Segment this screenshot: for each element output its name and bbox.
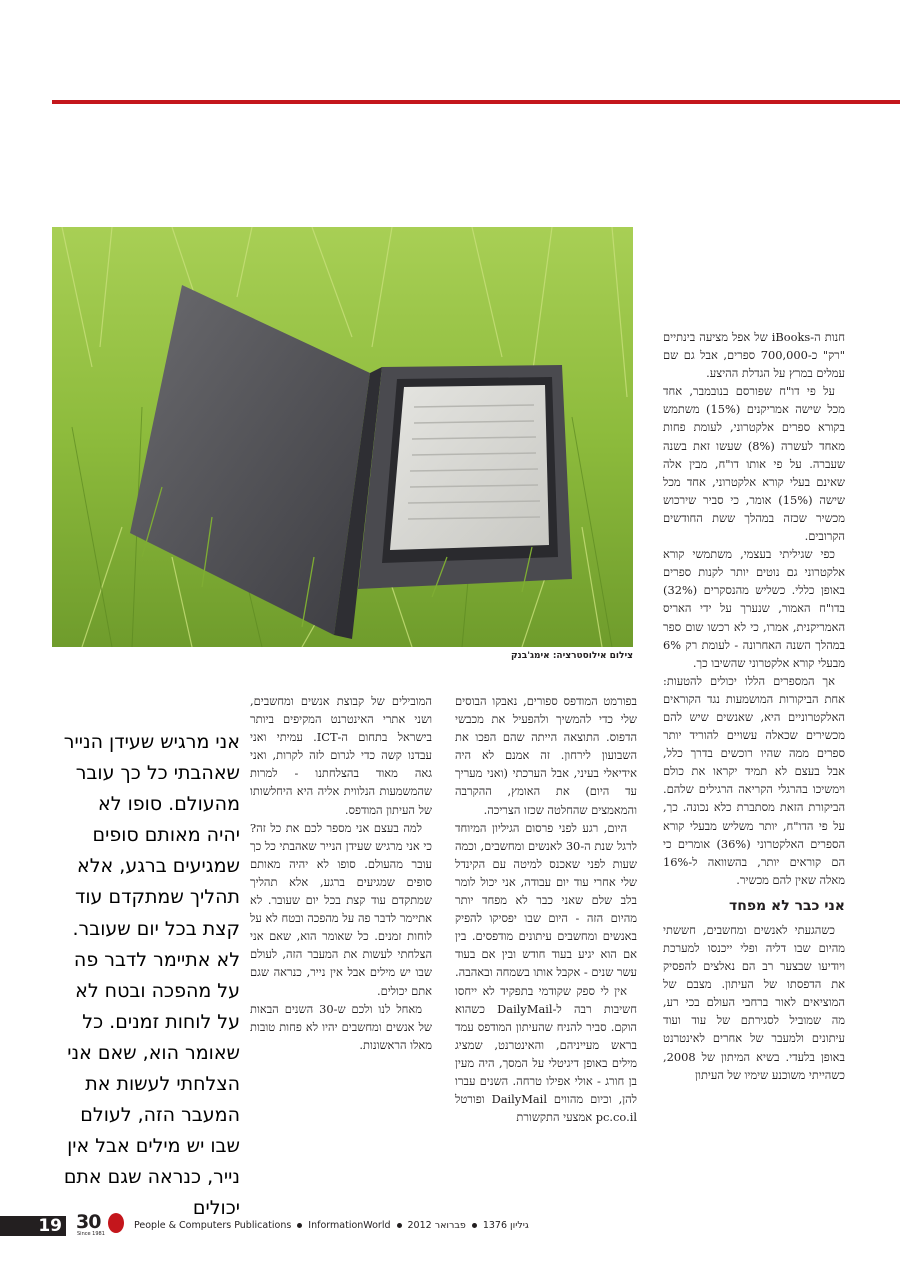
publisher-name: People & Computers Publications	[134, 1220, 292, 1231]
logo-since: Since 1981	[77, 1231, 105, 1237]
article-column-right	[663, 328, 845, 1084]
paragraph: חנות ה-iBooks של אפל מציעה בינתיים "רק" כ-700,000 ספרים, אבל גם שם עמלים במרץ על הגדלת ההיצע.	[663, 330, 845, 381]
paragraph: המובילים של קבוצת אנשים ומחשבים, ושני אתרי האינטרנט המקיפים ביותר בישראל בתחום ה-ICT. עמיתי ואני עבדנו קשה כדי לגרום לזה לקרות, ואני גאה מאוד בהצלחתנו - למרות שהמשמעות הנלווית אליה היא היחלשותו של העיתון המודפס.	[250, 694, 432, 817]
paragraph: היום, רגע לפני פרסום הגיליון המיוחד לרגל שנת ה-30 לאנשים ומחשבים, וכמה שעות לפני שאכנס למיטה עם הקינדל שלי אחרי עוד יום עבודה, אני יכול לומר בלב שלם שאני כבר לא מפחד יותר מהיום הזה - היום שבו יפסיקו להפיק באנשים ומחשבים עיתונים מודפסים. בין אם הוא יגיע בעוד חודש ובין אם בעוד עשר שנים - אקבל אותו בשמחה ובאהבה.	[455, 820, 637, 980]
section-subheading: אני כבר לא מפחד	[728, 897, 845, 914]
paragraph: כשהגעתי לאנשים ומחשבים, חששתי מהיום שבו דליה ופלי ייכנסו למערכת ויודיעו שבצער רב הם נאלצים להפסיק את הדפסתו של העיתון. מצבם של המוציאים לאור ברחבי העולם בכי רע, מה שמוביל לסגירתם של עוד ועוד עיתונים ולמעבר של אחרים לאינטרנט באופן בלעדי. בשיא המיתון של 2008, כשהייתי משוכנע שימיו של העיתון	[663, 922, 845, 1082]
issue-number: גיליון 1376	[482, 1220, 529, 1231]
issue-date: פברואר 2012	[407, 1220, 466, 1231]
logo-number: 30	[76, 1211, 101, 1233]
thirty-years-logo	[76, 1213, 128, 1237]
photo-illustration	[52, 227, 633, 647]
article-column-left	[250, 692, 432, 1054]
paragraph: כפי שגיליתי בעצמי, משתמשי קורא אלקטרוני גם נוטים יותר לקנות ספרים באופן כללי. כשליש מהנסקרים (32%) בדו"ח האמור, שנערך על ידי האריס האמריקנית, אמרו, כי לא רכשו שום ספר במהלך השנה האחרונה - לעומת רק 6% מבעלי קורא אלקטרוני שהשיבו כך.	[663, 547, 845, 670]
logo-emblem-icon	[108, 1213, 124, 1233]
footer-publication-line	[134, 1220, 529, 1231]
separator-dot-icon	[297, 1223, 302, 1228]
separator-dot-icon	[472, 1223, 477, 1228]
pull-quote: אני מרגיש שעידן הנייר שאהבתי כל כך עובר מהעולם. סופו לא יהיה מאותם סופים שמגיעים ברגע, אלא תהליך שמתקדם עוד קצת בכל יום שעובר. לא אתיימר לדבר פה על מהפכה ובטח לא על לוחות זמנים. כל שאומר הוא, שאם אני הצלחתי לעשות את המעבר הזה, לעולם שבו יש מילים אבל אין נייר, כנראה שגם אתם יכולים	[63, 731, 240, 1220]
photo-credit: צילום אילוסטרציה: אימג'בנק	[511, 651, 633, 661]
reader-screen	[390, 385, 549, 550]
separator-dot-icon	[397, 1223, 402, 1228]
paragraph: אין לי ספק שקודמי בתפקיד לא ייחסו חשיבות רבה ל-DailyMail כשהוא הוקם. סביר להניח שהעיתון המודפס עמד בראש מעייניהם, והאינטרנט, שמציג מילים באופן דיגיטלי על המסך, היה מעין בן חורג - אולי אפילו טרחה. השנים עברו להן, וכיום מהווים DailyMail ופורטל pc.co.il אמצעי התקשורת	[455, 983, 637, 1125]
header-rule	[52, 100, 900, 104]
article-column-middle	[455, 692, 637, 1126]
paragraph: על פי דו"ח שפורסם בנובמבר, אחד מכל שישה אמריקנים (15%) משתמש בקורא ספרים אלקטרוני, לעומת פחות מאחד לעשרה (8%) שעשו זאת בשנה שעברה. על פי אותו דו"ח, מבין אלה שאינם בעלי קורא אלקטרוני, אחד מכל שישה (15%) אומר, כי סביר שירכוש מכשיר שכזה במהלך ששת החודשים הקרובים.	[663, 384, 845, 544]
page-footer	[0, 1211, 900, 1237]
paragraph: מאחל לנו ולכם ש-30 השנים הבאות של אנשים ומחשבים יהיו לא פחות טובות מאלו הראשונות.	[250, 1001, 432, 1052]
magazine-name: InformationWorld	[308, 1220, 391, 1231]
ebook-reader-in-grass-photo	[52, 227, 633, 647]
paragraph: אך המספרים הללו יכולים להטעות: אחת הביקורות המושמעות נגד הקוראים האלקטרוניים היא, שאנשים שיש להם מכשירים שכאלה עשויים להוריד יותר ספרים ממה שהיו רוכשים בדרך כלל, אבל בעצם לא תמיד יקראו את כולם וימשיכו בהרגלי הקריאה הרגילים שלהם. הביקורת הזאת מסתברת כלא נכונה. כך, על פי הדו"ח, יותר משליש מבעלי קורא הספרים האלקטרוני (36%) אומרים כי הם קוראים יותר, בהשוואה ל-16% מאלה שאין להם מכשיר.	[663, 673, 845, 887]
paragraph: למה בעצם אני מספר לכם את כל זה? כי אני מרגיש שעידן הנייר שאהבתי כל כך עובר מהעולם. סופו לא יהיה מאותם סופים שמגיעים ברגע, אלא תהליך שמתקדם עוד קצת בכל יום שעובר. לא אתיימר לדבר פה על מהפכה ובטח לא על לוחות זמנים. כל שאומר הוא, שאם אני הצלחתי לעשות את המעבר הזה, לעולם שבו יש מילים אבל אין נייר, כנראה שגם אתם יכולים.	[250, 820, 432, 998]
page-number: 19	[0, 1216, 66, 1236]
paragraph: בפורמט המודפס ספורים, נאבקו הבוסים שלי כדי להמשיך ולהפעיל את מכבשי הדפוס. התוצאה הייתה שהם הפכו את השבועון לירחון. זה אמנם לא היה אידיאלי בעיני, אבל הערכתי (ואני מעריך עד היום) את האומץ, ההקרבה והמאמצים שהחלטה שכזו הצריכה.	[455, 694, 637, 817]
